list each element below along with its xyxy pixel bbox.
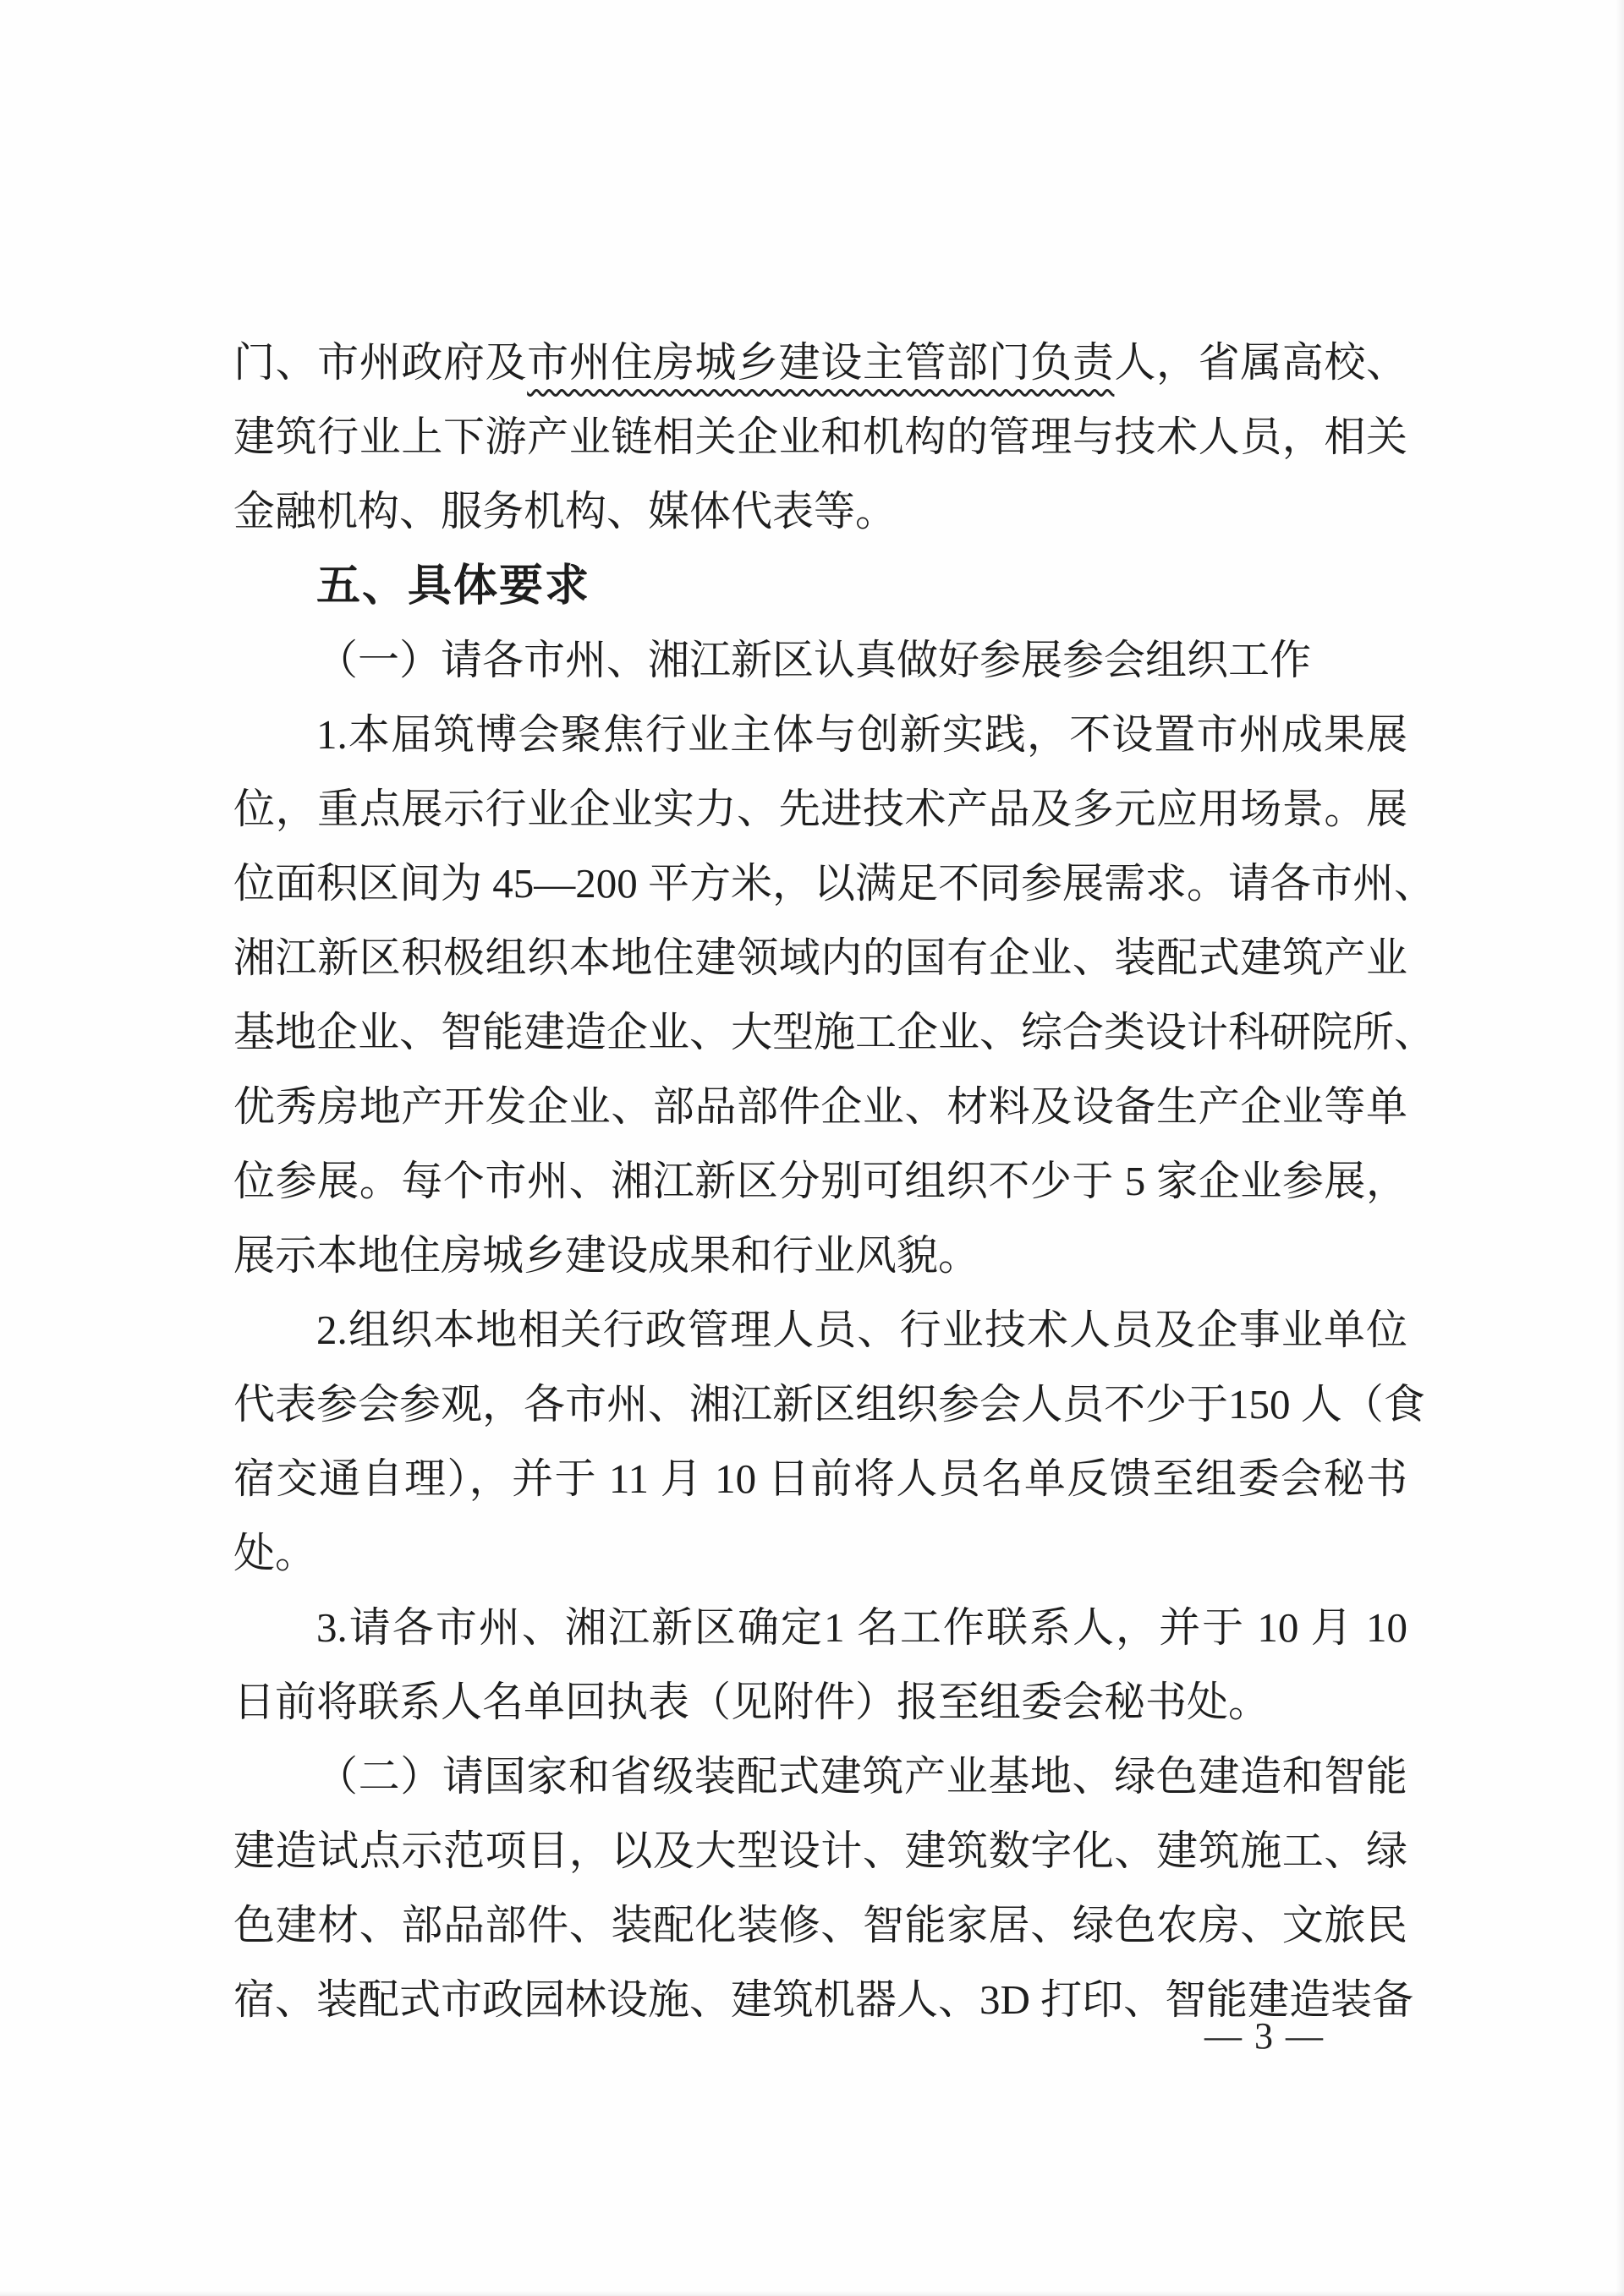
document-line: 色建材、部品部件、装配化装修、智能家居、绿色农房、文旅民 — [233, 1902, 1407, 1948]
scan-edge-shadow-bottom — [0, 2291, 1624, 2296]
document-line: 展示本地住房城乡建设成果和行业风貌。 — [233, 1232, 980, 1279]
subsection-heading: （一）请各市州、湘江新区认真做好参展参会组织工作 — [316, 637, 1312, 683]
document-line: 建造试点示范项目，以及大型设计、建筑数字化、建筑施工、绿 — [233, 1827, 1407, 1874]
scan-edge-shadow-right — [1616, 0, 1624, 2296]
section-heading: 五、具体要求 — [316, 562, 591, 611]
line-text: 门、市州政府及 — [233, 339, 528, 386]
document-line: 宿、装配式市政园林设施、建筑机器人、3D 打印、智能建造装备 — [233, 1976, 1414, 2023]
document-line: 位，重点展示行业企业实力、先进技术产品及多元应用场景。展 — [233, 786, 1407, 832]
document-line: 基地企业、智能建造企业、大型施工企业、综合类设计科研院所、 — [233, 1009, 1436, 1055]
document-line: 代表参会参观，各市州、湘江新区组织参会人员不少于150 人（食 — [233, 1381, 1425, 1427]
page-number: — 3 — — [1204, 2015, 1325, 2057]
document-line: 金融机构、服务机构、媒体代表等。 — [233, 488, 897, 534]
line-text: 人，省属高校、 — [1114, 339, 1407, 386]
document-line: 优秀房地产开发企业、部品部件企业、材料及设备生产企业等单 — [233, 1083, 1407, 1130]
document-line: 3.请各市州、湘江新区确定1 名工作联系人，并于 10 月 10 — [316, 1604, 1407, 1651]
document-line: 处。 — [233, 1530, 317, 1576]
document-line: 1.本届筑博会聚焦行业主体与创新实践，不设置市州成果展 — [316, 711, 1407, 758]
document-line: 日前将联系人名单回执表（见附件）报至组委会秘书处。 — [233, 1679, 1270, 1725]
document-line — [233, 326, 1407, 400]
wavy-underlined-text: 市州住房城乡建设主管部门负责 — [527, 339, 1115, 386]
document-line: 位参展。每个市州、湘江新区分别可组织不少于 5 家企业参展， — [233, 1158, 1407, 1204]
document-line: 宿交通自理），并于 11 月 10 日前将人员名单反馈至组委会秘书 — [233, 1455, 1407, 1502]
document-line: 湘江新区积极组织本地住建领域内的国有企业、装配式建筑产业 — [233, 934, 1407, 981]
subsection-heading: （二）请国家和省级装配式建筑产业基地、绿色建造和智能 — [316, 1753, 1407, 1800]
document-text-block — [233, 326, 1436, 2037]
document-line: 2.组织本地相关行政管理人员、行业技术人员及企事业单位 — [316, 1307, 1407, 1353]
document-line: 建筑行业上下游产业链相关企业和机构的管理与技术人员，相关 — [233, 414, 1407, 460]
document-line: 位面积区间为 45—200 平方米，以满足不同参展需求。请各市州、 — [233, 860, 1436, 907]
